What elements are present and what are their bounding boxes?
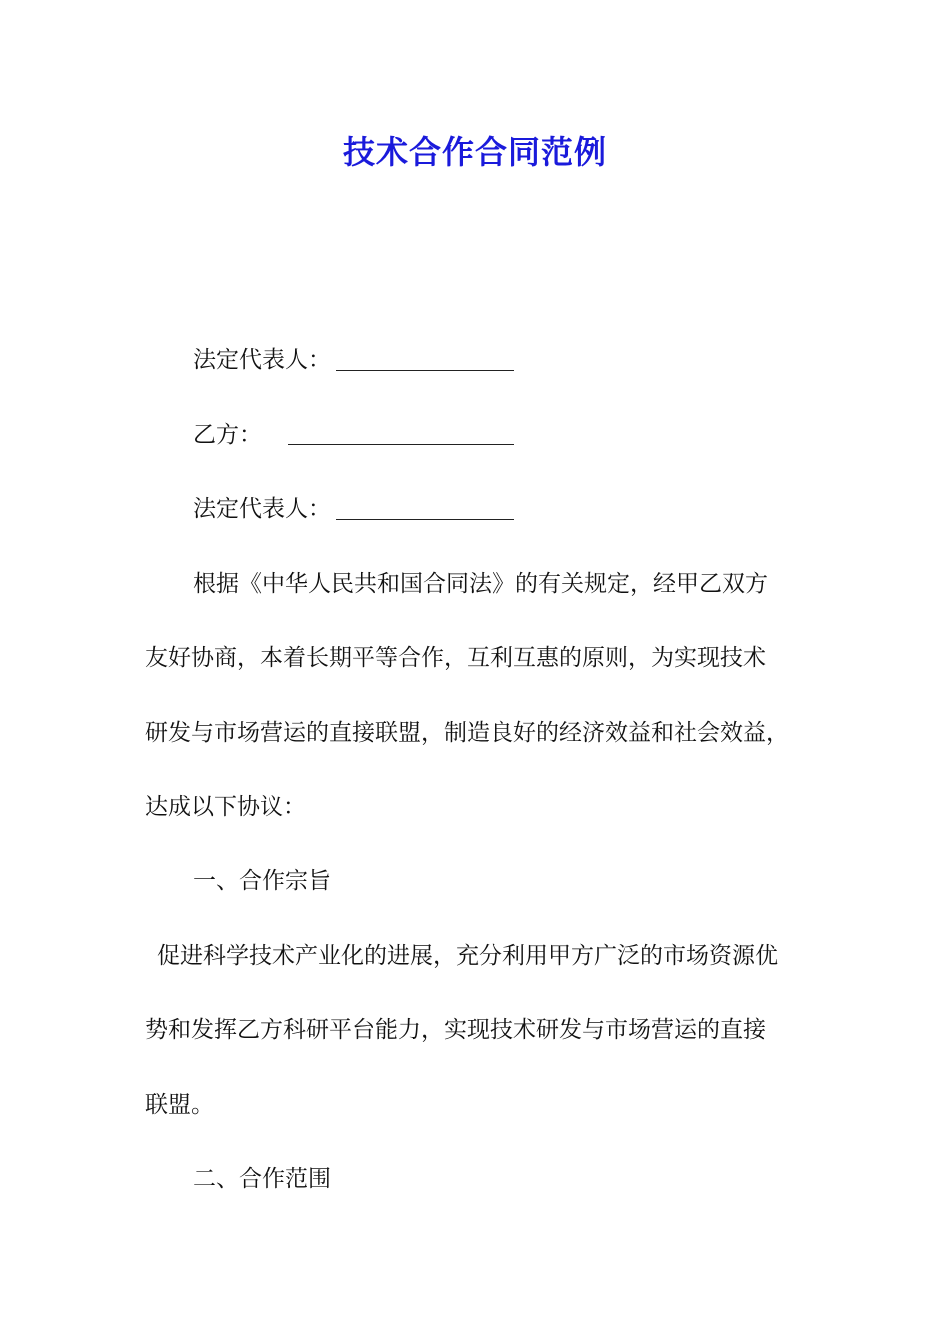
paragraph-line: 研发与市场营运的直接联盟，制造良好的经济效益和社会效益，	[145, 720, 789, 746]
document-title: 技术合作合同范例	[342, 133, 607, 171]
party-b-field-label: 乙方：	[193, 422, 262, 448]
paragraph-line: 根据《中华人民共和国合同法》的有关规定，经甲乙双方	[193, 571, 768, 597]
section-heading-1: 一、合作宗旨	[193, 868, 331, 894]
legal-rep-field-label-2: 法定代表人：	[193, 496, 331, 522]
section-heading-2: 二、合作范围	[193, 1166, 331, 1192]
section-1-line: 联盟。	[145, 1092, 214, 1118]
paragraph-line: 达成以下协议：	[145, 794, 306, 820]
party-b-blank-line[interactable]	[288, 444, 514, 445]
legal-rep-field-label-1: 法定代表人：	[193, 347, 331, 373]
section-1-line: 势和发挥乙方科研平台能力，实现技术研发与市场营运的直接	[145, 1017, 766, 1043]
legal-rep-blank-line-2[interactable]	[336, 519, 514, 520]
legal-rep-blank-line-1[interactable]	[336, 370, 514, 371]
paragraph-line: 友好协商，本着长期平等合作，互利互惠的原则，为实现技术	[145, 645, 766, 671]
section-1-line: 促进科学技术产业化的进展，充分利用甲方广泛的市场资源优	[157, 943, 778, 969]
